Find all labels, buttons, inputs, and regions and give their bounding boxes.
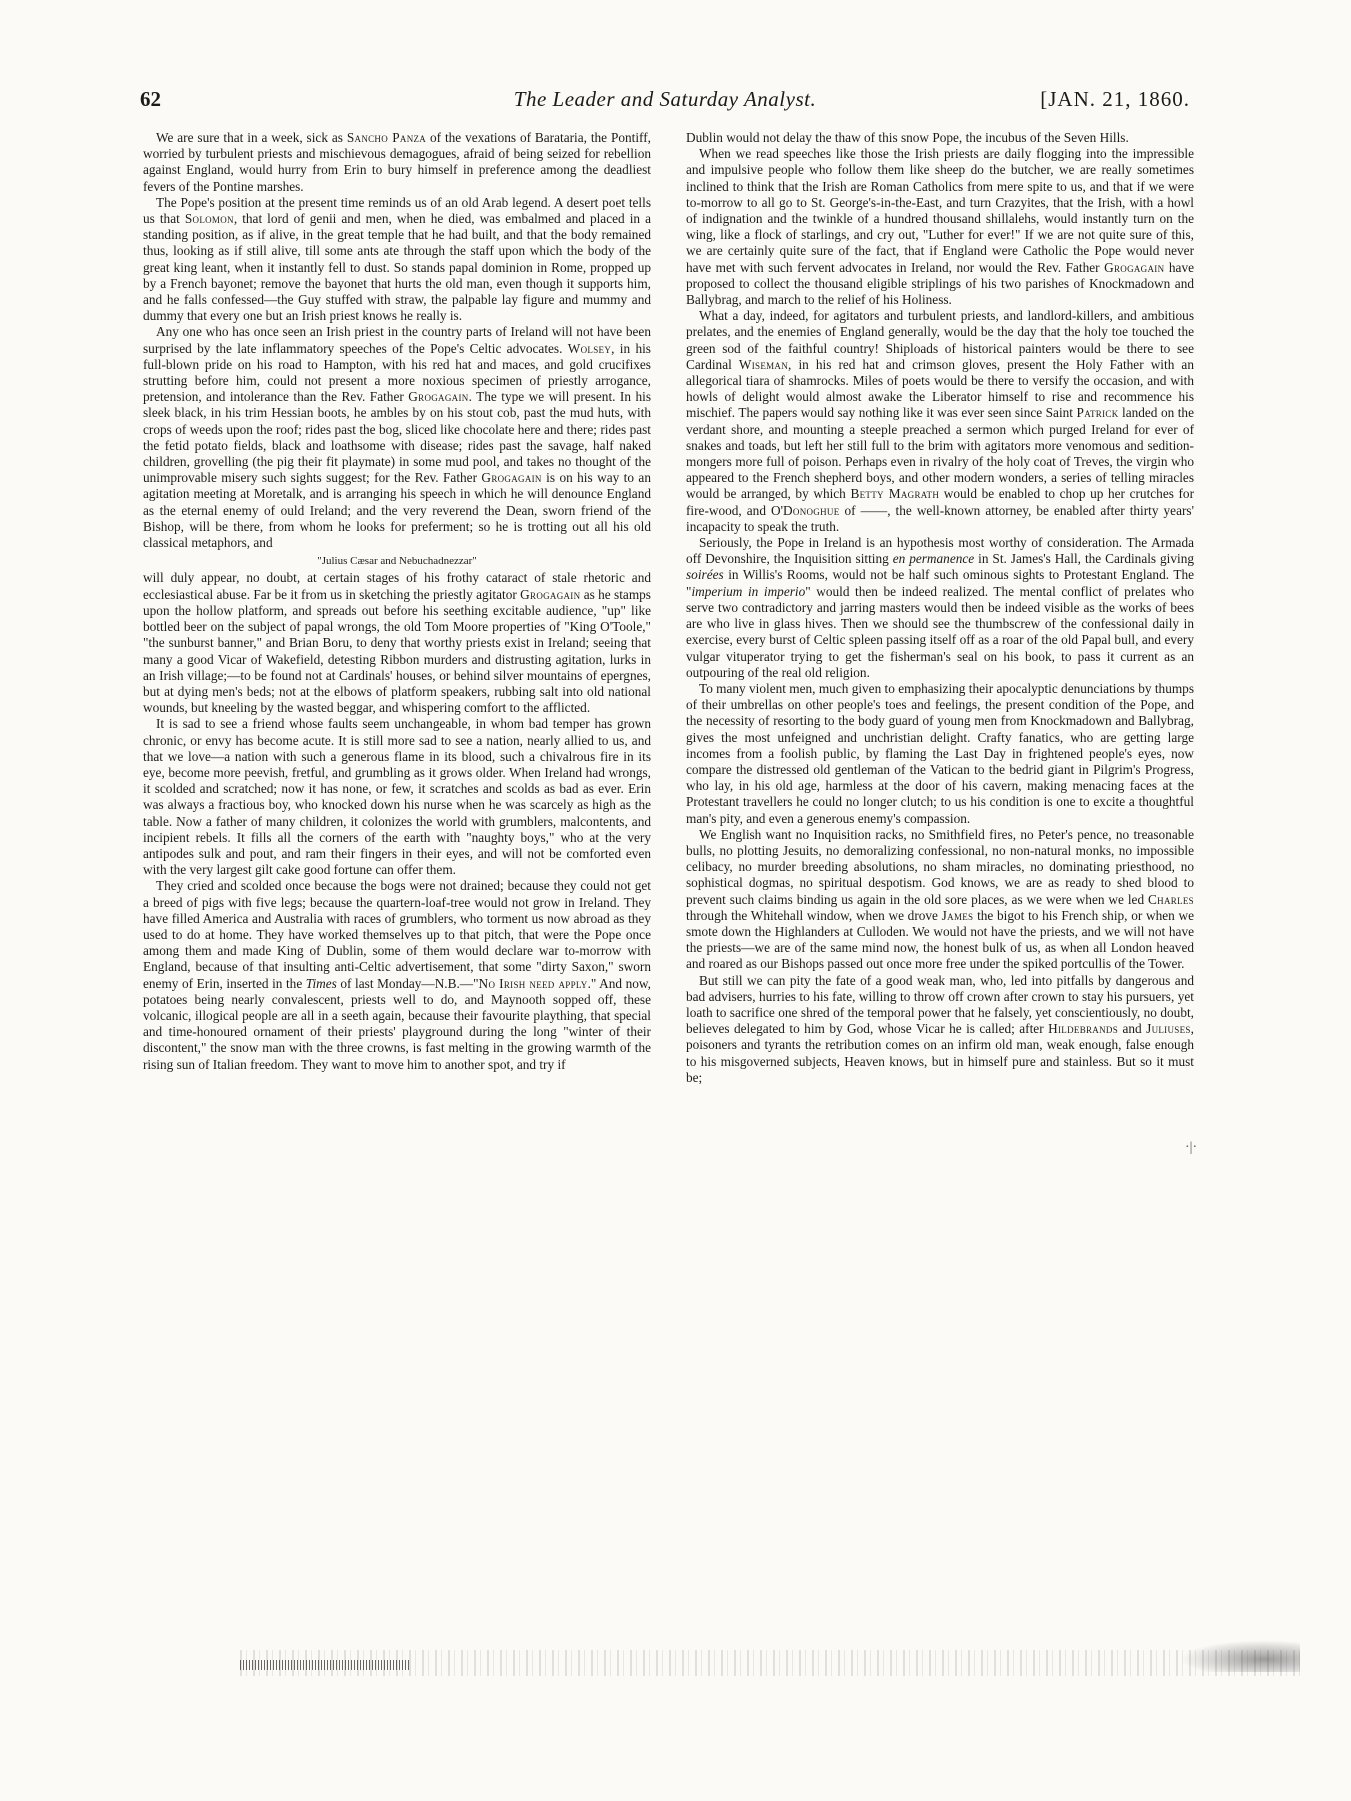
paragraph: But still we can pity the fate of a good weak man, who, led into pitfalls by dangerous and bad advisers, hurries to his fate, willing to throw off crown after crown to stay his pursuers, yet loath to sacrifice one shred of the temporal power that he falsely, yet conscientiously, no doubt, believes delegated to him by God, whose Vicar he is called; after Hildebrands and Juliuses, poisoners and tyrants the retribution comes on an infirm old man, weak enough, false enough to his misgoverned subjects, Heaven knows, but in himself pure and stainless. But so it must be; <box>686 972 1194 1085</box>
paragraph: We English want no Inquisition racks, no Smithfield fires, no Peter's pence, no treasonable bulls, no plotting Jesuits, no demoralizing confessional, no non-natural monks, no impossible celibacy, no murder breeding absolutions, no sham miracles, no dominating priesthood, no sophistical dogmas, no spiritual despotism. God knows, we are as ready to shed blood to prevent such claims binding us again in the old sore places, as we were when we led Charles through the Whitehall window, when we drove James the bigot to his French ship, or when we smote down the Highlanders at Culloden. We would not have the priests, and we will not have the priests—we are of the same mind now, the honest bulk of us, as when all London heaved and roared as our Bishops passed out once more free under the spiked portcullis of the Tower. <box>686 826 1195 972</box>
paragraph: What a day, indeed, for agitators and turbulent priests, and landlord-killers, and ambitious prelates, and the enemies of England generally, would be the day that the holy toe touched the green sod of the faithful country! Shiploads of historical painters would be there to see Cardinal Wiseman, in his red hat and crimson gloves, present the Holy Father with an allegorical tiara of shamrocks. Miles of poets would be there to versify the occasion, and with howls of delight would almost awake the Liberator himself to rise and recommence his mischief. The papers would say nothing like it was ever seen since Saint Patrick landed on the verdant shore, and mounting a steeple preached a sermon which purged Ireland for ever of snakes and toads, but left her still full to the brim with agitators more venomous and sedition-mongers more full of poison. Perhaps even in rivalry of the holy coat of Treves, the virgin who appeared to the French shepherd boys, and other modern wonders, a series of telling miracles would be arranged, by which Betty Magrath would be enabled to chop up her crutches for fire-wood, and O'Donoghue of ——, the well-known attorney, be enabled after thirty years' incapacity to speak the truth. <box>686 308 1195 534</box>
paragraph: When we read speeches like those the Irish priests are daily flogging into the impressible and impulsive people who follow them like sheep do the butcher, we are really sometimes inclined to think that the Irish are Roman Catholics from mere spite to us, and that if we were to-morrow to all go to St. George's-in-the-East, and turn Crazyites, that the Irish, with a howl of indignation and the twinkle of a hundred thousand shillalehs, would instantly turn on the wing, like a flock of starlings, and cry out, "Luther for ever!" If we are not quite sure of this, we are certainly quite sure of the fact, that if England were Catholic the Pope would never have met with such fervent advocates in Ireland, nor would the Rev. Father Grogagain have proposed to collect the thousand eligible striplings of his two parishes of Knockmadown and Ballybrag, and march to the relief of his Holiness. <box>686 146 1194 308</box>
paragraph: Any one who has once seen an Irish priest in the country parts of Ireland will not have been surprised by the late inflammatory speeches of the Pope's Celtic advocates. Wolsey, in his full-blown pride on his road to Hampton, with his red hat and maces, and gold crucifixes strutting before him, could not present a more noxious specimen of priestly arrogance, pretension, and intolerance than the Rev. Father Grogagain. The type we will present. In his sleek black, in his trim Hessian boots, he ambles by on his stout cob, past the mud huts, with crops of weeds upon the roof; rides past the bog, sliced like chocolate here and there; rides past the fetid potato fields, black and loathsome with disease; rides past the savage, half naked children, grovelling (the pig their fit playmate) in some mud pool, and takes no thought of the unimprovable misery such sights suggest; for the Rev. Father Grogagain is on his way to an agitation meeting at Moretalk, and is arranging his speech in which he will denounce England as the eternal enemy of ould Ireland; and the very reverend the Dean, sworn friend of the Bishop, will be there, from whom he looks for preferment; so he is trotting out all his old classical metaphors, and <box>143 324 651 551</box>
paragraph: Seriously, the Pope in Ireland is an hypothesis most worthy of consideration. The Armada off Devonshire, the Inquisition sitting en permanence in St. James's Hall, the Cardinals giving soirées in Willis's Rooms, would not be half such ominous sights to Protestant England. The "imperium in imperio" would then be indeed realized. The mental conflict of prelates who serve two contradictory and jarring masters would then be indeed visible as the works of bees are who live in glass hives. Then we should see the thumbscrew of the confessional daily in exercise, every burst of Celtic spleen passing itself off as a roar of the old Papal bull, and every vulgar vituperator trying to get the fisherman's seal on his book, to pass it current as an outpouring of the real old religion. <box>686 535 1195 680</box>
page-header <box>140 87 1190 117</box>
paragraph: They cried and scolded once because the bogs were not drained; because they could not get a breed of pigs with five legs; because the quartern-loaf-tree would not grow in Ireland. They have filled America and Australia with races of grumblers, who torment us now abroad as they used to do at home. They have worked themselves up to that pitch, that were the Pope once among them and made King of Dublin, some of them would declare war to-morrow with England, because of that insulting anti-Celtic advertisement, that some "dirty Saxon," sworn enemy of Erin, inserted in the Times of last Monday—N.B.—"No Irish need apply." And now, potatoes being nearly convalescent, priests well to do, and Maynooth sopped off, these volcanic, illogical people are all in a seeth again, because their favourite plaything, that special and time-honoured ornament of their priests' playground during the long "winter of their discontent," the snow man with the three crowns, is fast melting in the growing warmth of the rising sun of Italian freedom. They want to move him to another spot, and try if <box>143 878 651 1072</box>
paragraph: To many violent men, much given to emphasizing their apocalyptic denunciations by thumps of their umbrellas on other people's toes and feelings, the present condition of the Pope, and the necessity of resorting to the body guard of young men from Knockmadown and Ballybrag, gives the most unfeigned and unchristian delight. Crafty fanatics, who are getting large incomes from a foolish public, by flaming the Last Day in frightened people's eyes, now compare the distressed old gentleman of the Vatican to the bedrid giant in Pilgrim's Progress, who lay, in his old age, harmless at the door of his cavern, making menacing faces at the Protestant travellers he could no longer clutch; to us his condition is one to excite a thoughtful man's pity, and even a generous enemy's compassion. <box>686 680 1195 826</box>
paragraph: Dublin would not delay the thaw of this snow Pope, the incubus of the Seven Hills. <box>686 130 1129 145</box>
masthead-title: The Leader and Saturday Analyst. <box>513 87 817 111</box>
page-number: 62 <box>140 87 161 111</box>
scan-artifact <box>1180 1640 1300 1672</box>
paragraph: will duly appear, no doubt, at certain stages of his frothy cataract of stale rhetoric and ecclesiastical abuse. Far be it from us in sketching the priestly agitator Grogagain as he stamps upon the hollow platform, and spreads out before his seething excitable audience, "up" like bottled beer on the subject of papal wrongs, the old Tom Moore properties of "King O'Toole," "the sunburst banner," and Brian Boru, to deny that worthy priests exist in Ireland; seeing that many a good Vicar of Wakefield, detesting Ribbon murders and distrusting agitation, lurks in an Irish village;—to be found not at Cardinals' houses, or behind silver mountains of epergnes, but at dying men's beds; not at the elbows of platform speakers, rubbing salt into old national wounds, but kneeling by the wasted beggar, and whispering comfort to the afflicted. <box>143 570 651 716</box>
margin-mark: ·|· <box>1185 1140 1198 1155</box>
scan-artifact <box>240 1660 410 1670</box>
paragraph: The Pope's position at the present time reminds us of an old Arab legend. A desert poet tells us that Solomon, that lord of genii and men, when he died, was embalmed and placed in a standing position, as if alive, in the great temple that he had built, and that the body remained thus, looking as if still alive, till some ants ate through the staff upon which the body of the great king leant, when it instantly fell to dust. So stands papal dominion in Rome, propped up by a French bayonet; remove the bayonet that hurts the old man, even though it supports him, and he falls confessed—the Guy stuffed with straw, the palpable lay figure and mummy and dummy that every one but an Irish priest knows he really is. <box>143 194 651 324</box>
paragraph: We are sure that in a week, sick as Sancho Panza of the vexations of Barataria, the Pontiff, worried by turbulent priests and mischievous demagogues, afraid of being seized for rebellion against England, would hurry from Erin to bury himself in preference among the deadliest fevers of the Pontine marshes. <box>143 130 651 194</box>
left-column <box>143 130 651 1073</box>
block-quote: "Julius Cæsar and Nebuchadnezzar" <box>317 555 477 568</box>
paragraph: It is sad to see a friend whose faults seem unchangeable, in whom bad temper has grown chronic, or envy has become acute. It is still more sad to see a nation, nearly allied to us, and that we love—a nation with such a generous flame in its blood, such a chivalrous fire in its eye, become more peevish, fretful, and grumbling as it grows older. When Ireland had wrongs, it scolded and scratched; now it has none, or few, it scratches and scolds as bad as ever. Erin was always a fractious boy, who knocked down his nurse when he was scarcely as high as the table. Now a father of many children, it colonizes the world with grumblers, malcontents, and incipient rebels. It fills all the corners of the earth with "naughty boys," who at the very antipodes sulk and pout, and ram their fingers in their eyes, and will not be comforted even with the very largest gilt cake good fortune can offer them. <box>143 716 651 878</box>
issue-date: [JAN. 21, 1860. <box>1040 87 1190 111</box>
right-column <box>686 130 1194 1086</box>
